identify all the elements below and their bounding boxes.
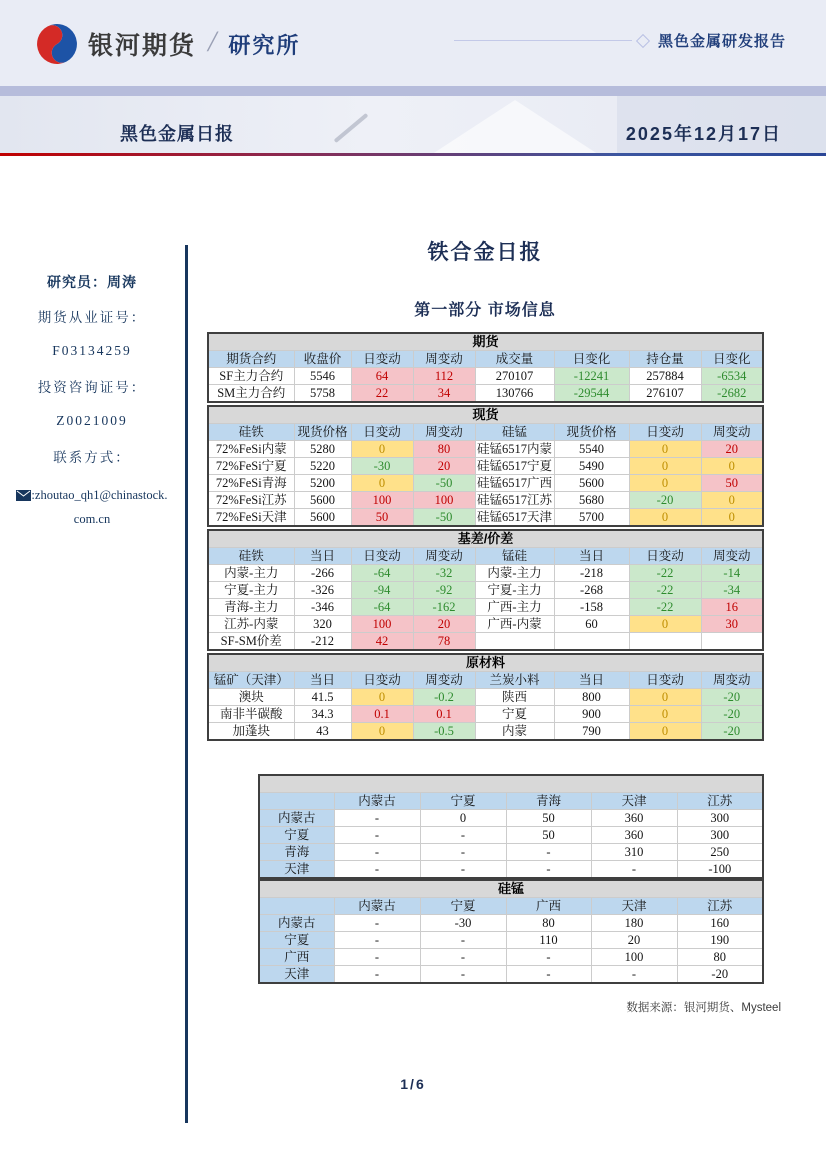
table-cell: -158: [554, 599, 629, 616]
table-cell: 青海-主力: [208, 599, 294, 616]
table-cell: [475, 633, 554, 651]
table-row: [208, 492, 763, 509]
table-cell: -: [334, 844, 420, 861]
table-cell: 34: [413, 385, 475, 403]
table-row: [259, 966, 763, 984]
table-cell: 20: [413, 458, 475, 475]
table-cell: 72%FeSi江苏: [208, 492, 294, 509]
table-cell: -20: [701, 689, 763, 706]
table-cell: 陕西: [475, 689, 554, 706]
column-header: 江苏: [677, 898, 763, 915]
row-label-cell: 广西: [259, 949, 334, 966]
table-row: [208, 689, 763, 706]
table-cell: 内蒙-主力: [475, 565, 554, 582]
table-cell: 310: [591, 844, 677, 861]
table-cell: 130766: [475, 385, 554, 403]
table-cell: 0: [629, 475, 701, 492]
table-cell: SF主力合约: [208, 368, 294, 385]
column-header: [259, 793, 334, 810]
table-row: [208, 723, 763, 741]
region-spread-tables: [258, 774, 762, 984]
table-cell: [554, 633, 629, 651]
galaxy-futures-logo-icon: [36, 23, 78, 65]
divider-band: [0, 86, 826, 96]
table-cell: -: [420, 966, 506, 984]
table-cell: 72%FeSi青海: [208, 475, 294, 492]
table-row: [259, 915, 763, 932]
table-cell: 80: [677, 949, 763, 966]
column-header: 当日: [554, 672, 629, 689]
table-cell: -20: [677, 966, 763, 984]
credential-line: Z0021009: [56, 413, 128, 428]
table-cell: -29544: [554, 385, 629, 403]
table-cell: 0: [420, 810, 506, 827]
row-label-cell: 天津: [259, 861, 334, 879]
table-cell: 5758: [294, 385, 351, 403]
table-cell: 广西-内蒙: [475, 616, 554, 633]
table-cell: -2682: [701, 385, 763, 403]
table-cell: -326: [294, 582, 351, 599]
table-cell: 0: [351, 441, 413, 458]
table-cell: -50: [413, 475, 475, 492]
table-cell: 0: [629, 723, 701, 741]
row-label-cell: 宁夏: [259, 932, 334, 949]
column-header: 当日: [554, 548, 629, 565]
column-header: 周变动: [413, 351, 475, 368]
table-cell: -212: [294, 633, 351, 651]
table-cell: 硅锰6517江苏: [476, 493, 552, 507]
column-header: 内蒙古: [334, 898, 420, 915]
table-cell: 硅锰6517内蒙: [476, 442, 552, 456]
table-row: [208, 582, 763, 599]
table-cell: 0: [351, 723, 413, 741]
table-cell: 内蒙: [475, 723, 554, 741]
table-row: [208, 599, 763, 616]
table-cell: 宁夏: [475, 706, 554, 723]
table-cell: 0: [629, 706, 701, 723]
column-header: 周变动: [413, 672, 475, 689]
table-cell: 5220: [294, 458, 351, 475]
table-cell: -: [591, 861, 677, 879]
table-cell: -: [506, 861, 591, 879]
table-cell: 加蓬块: [208, 723, 294, 741]
table-cell: 5200: [294, 475, 351, 492]
table-section-title: 硅锰: [259, 880, 763, 898]
table-cell: -: [334, 966, 420, 984]
report-type-label: 黑色金属研发报告: [657, 33, 786, 50]
table-cell: -34: [701, 582, 763, 599]
table-cell: -20: [701, 706, 763, 723]
envelope-icon: [16, 490, 31, 501]
table-cell: 180: [591, 915, 677, 932]
table-cell: 50: [506, 810, 591, 827]
column-header: 硅铁: [208, 424, 294, 441]
table-cell: -266: [294, 565, 351, 582]
table-cell: 0: [629, 616, 701, 633]
row-label-cell: 青海: [259, 844, 334, 861]
credential-line: 投资咨询证号：: [37, 380, 147, 395]
table-cell: 硅锰6517广西: [476, 476, 552, 490]
page-number: 1/6: [400, 1076, 426, 1092]
table-cell: 20: [591, 932, 677, 949]
table-cell: 20: [413, 616, 475, 633]
table-cell: -: [506, 966, 591, 984]
table-cell: 110: [506, 932, 591, 949]
column-header: 当日: [294, 672, 351, 689]
table-section-title: [259, 775, 763, 793]
column-header: 日变动: [351, 424, 413, 441]
report-table: [258, 774, 764, 879]
table-cell: 250: [677, 844, 763, 861]
column-header: 当日: [294, 548, 351, 565]
report-title: 黑色金属日报: [120, 124, 234, 144]
researcher-credentials: [4, 306, 180, 466]
table-cell: 0.1: [413, 706, 475, 723]
column-header: 广西: [506, 898, 591, 915]
column-header: 天津: [591, 898, 677, 915]
table-cell: 257884: [629, 368, 701, 385]
column-header: 内蒙古: [334, 793, 420, 810]
table-row: [259, 827, 763, 844]
row-label-cell: 内蒙古: [259, 915, 334, 932]
vertical-divider: [185, 245, 188, 1123]
table-cell: 20: [701, 441, 763, 458]
column-header: 周变动: [413, 548, 475, 565]
table-cell: 43: [294, 723, 351, 741]
table-row: [259, 844, 763, 861]
report-type-group: [454, 30, 786, 51]
table-cell: 0: [351, 475, 413, 492]
table-cell: 50: [701, 475, 763, 492]
contact-email[interactable]: [4, 483, 180, 531]
brand-slash: /: [208, 25, 217, 58]
table-cell: 0: [629, 458, 701, 475]
table-cell: [629, 633, 701, 651]
table-row: [259, 861, 763, 879]
table-cell: 30: [701, 616, 763, 633]
column-header: 日变动: [629, 672, 701, 689]
table-cell: -: [334, 810, 420, 827]
table-cell: 72%FeSi宁夏: [208, 458, 294, 475]
table-row: [208, 509, 763, 527]
table-cell: 78: [413, 633, 475, 651]
report-table: [207, 405, 764, 527]
table-cell: -20: [701, 723, 763, 741]
column-header: 周变动: [701, 424, 763, 441]
table-cell: -: [334, 949, 420, 966]
table-cell: 0: [629, 689, 701, 706]
credential-line: 联系方式：: [53, 450, 131, 465]
banner-decoration: [334, 113, 369, 143]
credential-line: F03134259: [52, 343, 132, 358]
table-cell: 270107: [475, 368, 554, 385]
table-cell: 190: [677, 932, 763, 949]
table-cell: -94: [351, 582, 413, 599]
table-cell: 100: [413, 492, 475, 509]
column-header: [259, 898, 334, 915]
column-header: 硅铁: [208, 548, 294, 565]
title-banner: [0, 96, 826, 153]
table-cell: 0.1: [351, 706, 413, 723]
market-info-tables: [207, 332, 763, 743]
table-cell: 5600: [294, 509, 351, 527]
table-cell: -: [591, 966, 677, 984]
column-header: 锰硅: [475, 548, 554, 565]
column-header: 日变动: [629, 424, 701, 441]
table-cell: 50: [506, 827, 591, 844]
researcher-name: 研究员：周涛: [47, 274, 137, 290]
row-label-cell: 天津: [259, 966, 334, 984]
table-section-title: 基差/价差: [208, 530, 763, 548]
table-cell: -20: [629, 492, 701, 509]
table-cell: -: [420, 844, 506, 861]
table-cell: 300: [677, 810, 763, 827]
section-heading: 第一部分 市场信息: [414, 302, 556, 319]
report-date: 2025年12月17日: [625, 124, 782, 144]
table-cell: -: [420, 861, 506, 879]
column-header: 日变动: [351, 548, 413, 565]
table-cell: -: [420, 827, 506, 844]
table-cell: -: [334, 915, 420, 932]
report-table: [207, 332, 764, 403]
table-cell: 800: [554, 689, 629, 706]
table-cell: -32: [413, 565, 475, 582]
table-cell: 5280: [294, 441, 351, 458]
table-cell: -22: [629, 565, 701, 582]
researcher-sidebar: [4, 272, 180, 531]
table-cell: -: [334, 827, 420, 844]
table-cell: 澳块: [208, 689, 294, 706]
table-cell: 0: [629, 509, 701, 527]
table-cell: 72%FeSi天津: [208, 509, 294, 527]
table-cell: 320: [294, 616, 351, 633]
column-header: 天津: [591, 793, 677, 810]
table-row: [259, 949, 763, 966]
table-row: [208, 441, 763, 458]
diamond-icon: [636, 33, 650, 47]
table-cell: 112: [413, 368, 475, 385]
table-cell: 790: [554, 723, 629, 741]
table-cell: -92: [413, 582, 475, 599]
table-cell: -50: [413, 509, 475, 527]
table-cell: 100: [351, 492, 413, 509]
table-cell: -64: [351, 599, 413, 616]
column-header: 收盘价: [294, 351, 351, 368]
column-header: 宁夏: [420, 793, 506, 810]
table-cell: 硅锰6517天津: [476, 510, 552, 524]
table-row: [208, 385, 763, 403]
table-cell: -6534: [701, 368, 763, 385]
table-cell: SF-SM价差: [208, 633, 294, 651]
report-table: [207, 529, 764, 651]
table-cell: 5600: [294, 492, 351, 509]
table-cell: 22: [351, 385, 413, 403]
column-header: 持仓量: [629, 351, 701, 368]
column-header: 周变动: [413, 424, 475, 441]
header-band: [0, 0, 826, 86]
email-line1: :zhoutao_qh1@chinastock.: [31, 488, 168, 502]
table-cell: -: [506, 949, 591, 966]
table-cell: 0: [351, 689, 413, 706]
table-row: [208, 616, 763, 633]
table-cell: -: [420, 949, 506, 966]
table-cell: SM主力合约: [208, 385, 294, 403]
column-header: 现货价格: [294, 424, 351, 441]
table-cell: 100: [591, 949, 677, 966]
table-cell: 80: [413, 441, 475, 458]
table-cell: 内蒙-主力: [208, 565, 294, 582]
column-header: 青海: [506, 793, 591, 810]
table-cell: 5546: [294, 368, 351, 385]
table-cell: -22: [629, 599, 701, 616]
table-cell: 宁夏-主力: [475, 582, 554, 599]
table-cell: 360: [591, 827, 677, 844]
table-cell: 5700: [554, 509, 629, 527]
gradient-rule: [0, 153, 826, 156]
table-cell: 5600: [554, 475, 629, 492]
table-cell: -22: [629, 582, 701, 599]
table-row: [208, 706, 763, 723]
table-cell: 360: [591, 810, 677, 827]
table-cell: -64: [351, 565, 413, 582]
column-header: 日变化: [701, 351, 763, 368]
table-cell: -218: [554, 565, 629, 582]
table-row: [208, 565, 763, 582]
table-section-title: 原材料: [208, 654, 763, 672]
table-cell: [701, 633, 763, 651]
table-cell: -30: [351, 458, 413, 475]
credential-line: 期货从业证号：: [37, 310, 147, 325]
table-cell: -: [334, 861, 420, 879]
table-cell: 0: [701, 492, 763, 509]
table-row: [259, 810, 763, 827]
row-label-cell: 宁夏: [259, 827, 334, 844]
table-cell: 5680: [554, 492, 629, 509]
table-cell: 5540: [554, 441, 629, 458]
table-cell: 0: [629, 441, 701, 458]
table-cell: 80: [506, 915, 591, 932]
table-cell: 276107: [629, 385, 701, 403]
decorative-line: [454, 40, 632, 41]
table-row: [259, 932, 763, 949]
column-header: 日变动: [351, 351, 413, 368]
column-header: 周变动: [701, 548, 763, 565]
table-cell: 5490: [554, 458, 629, 475]
table-section-title: 期货: [208, 333, 763, 351]
table-cell: 宁夏-主力: [208, 582, 294, 599]
column-header: 江苏: [677, 793, 763, 810]
table-row: [208, 458, 763, 475]
email-line2: com.cn: [73, 512, 111, 526]
table-cell: -346: [294, 599, 351, 616]
table-cell: 南非半碳酸: [208, 706, 294, 723]
report-table: [207, 653, 764, 741]
table-cell: 50: [351, 509, 413, 527]
table-cell: 41.5: [294, 689, 351, 706]
table-cell: 江苏-内蒙: [208, 616, 294, 633]
table-cell: -: [506, 844, 591, 861]
table-cell: -14: [701, 565, 763, 582]
table-cell: 72%FeSi内蒙: [208, 441, 294, 458]
table-row: [208, 368, 763, 385]
table-cell: -12241: [554, 368, 629, 385]
column-header: 兰炭小料: [475, 672, 554, 689]
column-header: 周变动: [701, 672, 763, 689]
table-cell: -0.5: [413, 723, 475, 741]
table-cell: -: [420, 932, 506, 949]
column-header: 锰矿（天津）: [208, 672, 294, 689]
banner-decoration: [420, 100, 610, 153]
column-header: 日变动: [351, 672, 413, 689]
table-row: [208, 475, 763, 492]
table-cell: -: [334, 932, 420, 949]
page-title: 铁合金日报: [427, 241, 543, 264]
table-cell: -268: [554, 582, 629, 599]
table-cell: 硅锰6517宁夏: [476, 459, 552, 473]
table-cell: 60: [554, 616, 629, 633]
column-header: 现货价格: [554, 424, 629, 441]
table-cell: 34.3: [294, 706, 351, 723]
brand-suffix: 研究所: [228, 32, 301, 58]
column-header: 成交量: [475, 351, 554, 368]
table-cell: -100: [677, 861, 763, 879]
table-cell: -0.2: [413, 689, 475, 706]
column-header: 日变化: [554, 351, 629, 368]
table-section-title: 现货: [208, 406, 763, 424]
table-row: [208, 633, 763, 651]
table-cell: 广西-主力: [475, 599, 554, 616]
data-source-note: 数据来源：银河期货、Mysteel: [626, 1002, 781, 1014]
table-cell: 0: [701, 458, 763, 475]
column-header: 硅锰: [475, 424, 554, 441]
table-cell: -162: [413, 599, 475, 616]
column-header: 日变动: [629, 548, 701, 565]
table-cell: 160: [677, 915, 763, 932]
brand-name: 银河期货: [88, 32, 197, 60]
table-cell: 900: [554, 706, 629, 723]
brand-logo-group: [36, 22, 300, 66]
column-header: 宁夏: [420, 898, 506, 915]
column-header: 期货合约: [208, 351, 294, 368]
table-cell: 16: [701, 599, 763, 616]
table-cell: -30: [420, 915, 506, 932]
table-cell: 64: [351, 368, 413, 385]
table-cell: 0: [701, 509, 763, 527]
report-table: [258, 879, 764, 984]
table-cell: 100: [351, 616, 413, 633]
table-cell: 300: [677, 827, 763, 844]
table-cell: 42: [351, 633, 413, 651]
row-label-cell: 内蒙古: [259, 810, 334, 827]
